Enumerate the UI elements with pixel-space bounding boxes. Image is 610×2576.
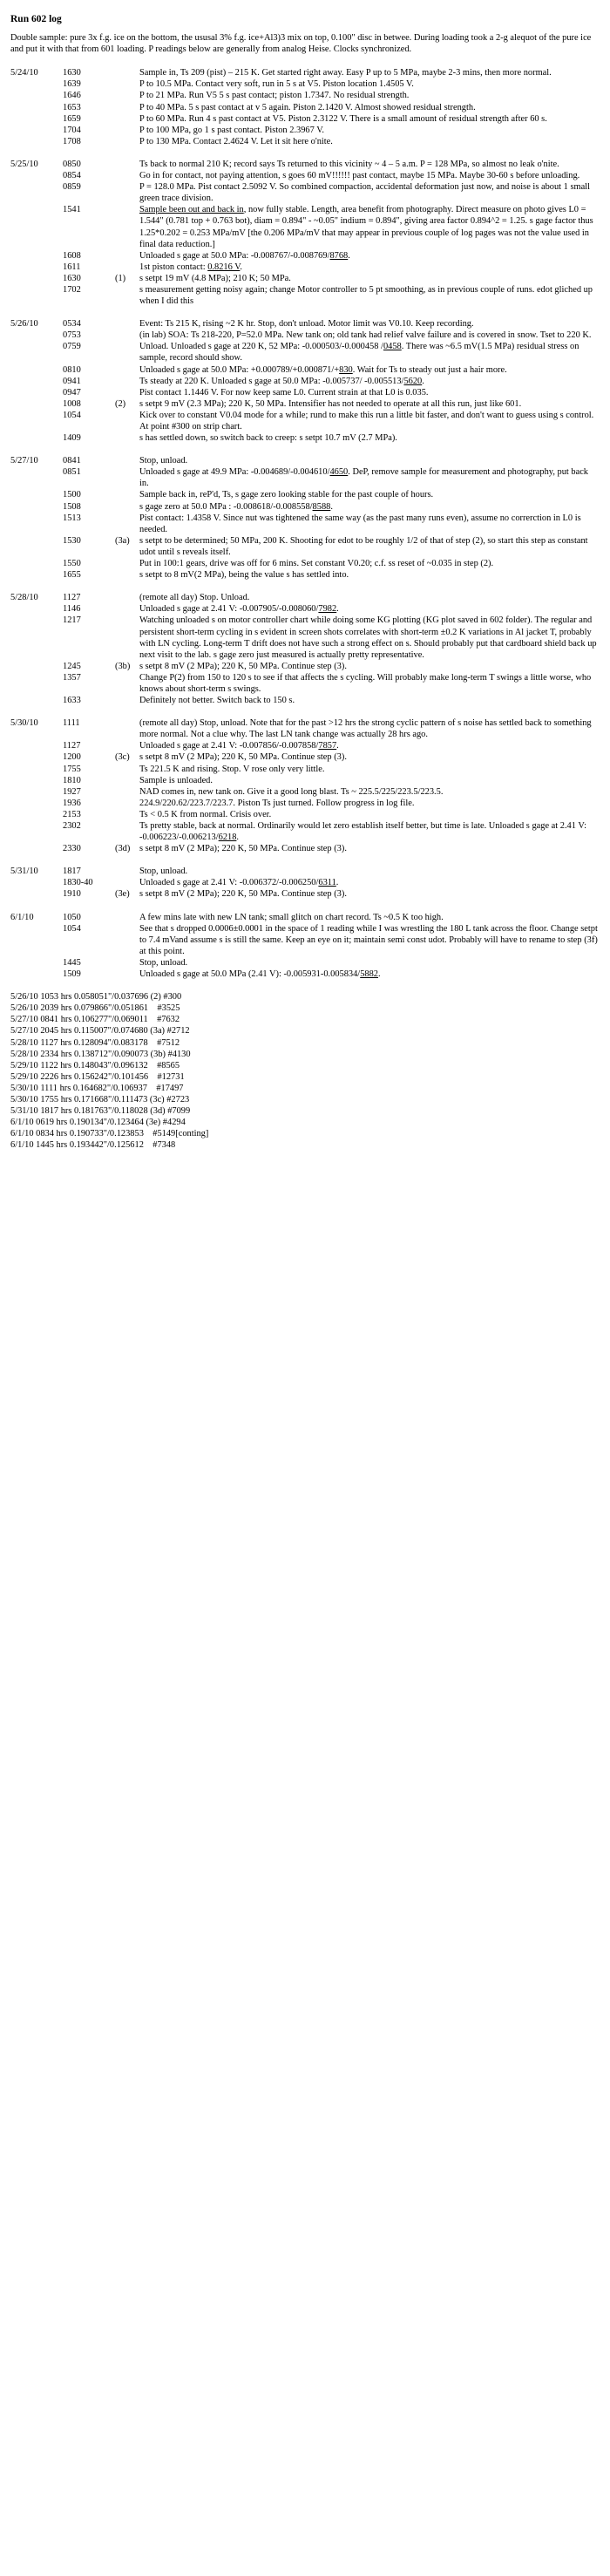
entry-time: 1630 (63, 273, 81, 283)
log-day (10, 67, 598, 147)
entry-time: 1509 (63, 969, 81, 980)
entry-time: 1633 (63, 696, 81, 706)
entry-text (139, 798, 598, 809)
entry-body: s setpt 9 mV (2.3 MPa); 220 K, 50 MPa. Intensifier has not needed to operate at all this run, just like 601. (139, 398, 522, 409)
entry-time: 1702 (63, 284, 81, 295)
log-entry (10, 820, 598, 843)
log-entry (10, 341, 598, 364)
entry-body: , now fully stable. Length, area benefit from photography. Direct measure on photo gives L0 = 1.544" (0.781 top + 0.763 bot), diam = 0.894" - ~0.05" indium = 0.894", giving area factor 0.894^2 = 1.25. s gage factor thus 1.25*0.202 = 0.253 MPa/mV [the 0.206 MPa/mV that may appear in previous couple of log pages was not the value used in final data reduction.] (139, 205, 593, 249)
underlined-value: 830 (339, 364, 353, 375)
entry-time: 1608 (63, 250, 81, 261)
entry-body-end: . (236, 833, 240, 843)
entry-text (139, 410, 598, 432)
log-day (10, 592, 598, 706)
entry-text (139, 136, 598, 147)
entry-time: 1704 (63, 125, 81, 135)
entry-text (139, 262, 598, 273)
log-entry (10, 535, 598, 558)
entry-text (139, 455, 598, 466)
log-entry (10, 102, 598, 113)
entry-time: 0534 (63, 319, 81, 330)
entry-body: Pist contact 1.1446 V. For now keep same L0. Current strain at that L0 is 0.035. (139, 387, 429, 398)
summary-line: 5/30/10 1111 hrs 0.164682"/0.106937 #17497 (10, 1083, 184, 1093)
entry-text (139, 125, 598, 136)
entry-text (139, 78, 598, 90)
entry-time: 1500 (63, 490, 81, 500)
entry-body: Go in for contact, not paying attention, s goes 60 mV!!!!!! past contact, maybe 15 MPa. Maybe 30-60 s before unloading. (139, 171, 580, 181)
entry-text (139, 466, 598, 489)
entry-time: 1936 (63, 798, 81, 808)
entry-body: (remote all day) Stop, unload. Note that for the past >12 hrs the strong cyclic pattern of s noise has settled back to something more normal. Not a clue why. The last LN tank change was actually 28 hrs ago. (139, 718, 592, 740)
entry-text (139, 775, 598, 786)
entry-text (139, 113, 598, 125)
entry-time: 0841 (63, 456, 81, 466)
entry-body-end: . (336, 604, 339, 615)
entry-time: 1217 (63, 615, 81, 626)
entry-time: 1513 (63, 513, 81, 523)
log-entry (10, 136, 598, 147)
entry-body: 1st piston contact: (139, 262, 208, 272)
log-days (10, 67, 598, 980)
log-entry (10, 318, 598, 330)
underlined-value: 5620 (403, 376, 423, 386)
log-entry (10, 181, 598, 204)
entry-text (139, 387, 598, 398)
summary-line: 5/31/10 1817 hrs 0.181763"/0.118028 (3d) #7099 (10, 1106, 191, 1117)
log-entry (10, 923, 598, 957)
summary-line: 5/29/10 1122 hrs 0.148043"/0.096132 #8565 (10, 1060, 180, 1071)
entry-time: 1245 (63, 661, 81, 671)
underlined-value: 7982 (318, 604, 337, 615)
entry-text (139, 364, 598, 376)
entry-time: 1054 (63, 923, 81, 934)
entry-text (139, 535, 598, 558)
summary-table (10, 991, 598, 1151)
underlined-value: 8588 (312, 501, 331, 512)
entry-time: 1653 (63, 102, 81, 112)
entry-text (139, 603, 598, 615)
entry-body: Unloaded s gage at 2.41 V: -0.007905/-0.008060/ (139, 604, 319, 615)
underlined-value: 6311 (318, 878, 336, 888)
log-entry (10, 513, 598, 535)
summary-line: 5/27/10 0841 hrs 0.106277"/0.069011 #7632 (10, 1015, 180, 1025)
entry-body-end: . (336, 741, 339, 751)
log-entry (10, 455, 598, 466)
entry-text (139, 969, 598, 980)
log-entry (10, 250, 598, 262)
entry-date: 5/25/10 (10, 159, 38, 169)
entry-body: Ts steady at 220 K. Unloaded s gage at 50.0 MPa: -0.005737/ -0.005513/ (139, 376, 404, 386)
log-entry (10, 569, 598, 581)
entry-text (139, 250, 598, 262)
summary-line: 5/27/10 2045 hrs 0.115007"/0.074680 (3a) #2712 (10, 1026, 190, 1037)
log-entry (10, 364, 598, 376)
log-entry (10, 489, 598, 500)
entry-text (139, 809, 598, 820)
log-entry (10, 615, 598, 660)
summary-line: 5/29/10 2226 hrs 0.156242"/0.101456 #12731 (10, 1071, 185, 1082)
entry-body: Ts < 0.5 K from normal. Crisis over. (139, 809, 272, 819)
entry-body: 224.9/220.62/223.7/223.7. Piston Ts just turned. Follow progress in log file. (139, 798, 415, 808)
entry-time: 1708 (63, 136, 81, 146)
entry-text (139, 102, 598, 113)
entry-text (139, 513, 598, 535)
entry-text (139, 615, 598, 660)
entry-body: Kick over to constant V0.04 mode for a while; rund to make this run a little bit faster, and don't want to guess using s control. At point #300 on strip chart. (139, 410, 594, 432)
log-entry (10, 866, 598, 877)
entry-body: s setpt 19 mV (4.8 MPa); 210 K; 50 MPa. (139, 273, 291, 283)
entry-body: Pist contact: 1.4358 V. Since nut was tightened the same way (as the past many runs even), assume no correrction in L0 is needed. (139, 513, 581, 534)
entry-time: 0859 (63, 182, 81, 193)
entry-body: s setpt to be determined; 50 MPa, 200 K. Shooting for edot to be roughly 1/2 of that of step (2), so start this step as constant udot until s reveals itself. (139, 535, 588, 557)
entry-body-end: . There was ~6.5 mV(1.5 MPa) residual stress on sample, record should show. (139, 342, 580, 364)
entry-text (139, 181, 598, 204)
entry-time: 1810 (63, 775, 81, 785)
entry-time: 0854 (63, 171, 81, 181)
log-entry (10, 775, 598, 786)
entry-body: Ts pretty stable, back at normal. Ordinarily would let zero establish itself better, but time is late. Unloaded s gage at 2.41 V: -0.006223/-0.006213/ (139, 821, 586, 843)
entry-text (139, 661, 598, 672)
entry-time: 1646 (63, 91, 81, 101)
entry-text (139, 558, 598, 569)
log-title: Run 602 log (10, 14, 62, 24)
entry-time: 0753 (63, 330, 81, 341)
entry-body: (in lab) SOA: Ts 218-220, P=52.0 MPa. New tank on; old tank had relief valve failure and is covered in snow. Tset to 220 K. (139, 330, 592, 341)
entry-body: Ts 221.5 K and rising. Stop. V rose only very little. (139, 764, 325, 774)
entry-body: Definitely not better. Switch back to 150 s. (139, 696, 295, 706)
entry-time: 1655 (63, 570, 81, 581)
log-entry (10, 888, 598, 900)
entry-text (139, 67, 598, 78)
entry-body: s gage zero at 50.0 MPa : -0.008618/-0.008558/ (139, 501, 313, 512)
entry-body: See that s dropped 0.0006±0.0001 in the space of 1 reading while I was wrestling the 180 L tank across the floor. Change setpt to 7.4 mVand assume s is still the same. Keep an eye on it; maintain semi const udot. Probably will have to rename to step (3f) at this point. (139, 923, 598, 956)
entry-time: 1200 (63, 752, 81, 763)
underlined-value: 5882 (360, 969, 378, 980)
entry-body: Sample in, Ts 209 (pist) – 215 K. Get started right away. Easy P up to 5 MPa, maybe 2-3 mins, then more normal. (139, 68, 552, 78)
entry-step-tag: (1) (115, 273, 126, 283)
entry-body-end: . Wait for Ts to steady out just a hair more. (352, 364, 507, 375)
entry-time: 1127 (63, 593, 81, 603)
summary-line: 5/26/10 1053 hrs 0.058051"/0.037696 (2) #300 (10, 992, 182, 1003)
entry-body: NAD comes in, new tank on. Give it a good long blast. Ts ~ 225.5/225/223.5/223.5. (139, 786, 444, 797)
log-entry (10, 78, 598, 90)
entry-text (139, 866, 598, 877)
entry-body: P to 130 MPa. Contact 2.4624 V. Let it sit here o'nite. (139, 136, 333, 146)
log-entry (10, 159, 598, 170)
log-entry (10, 603, 598, 615)
entry-text (139, 957, 598, 969)
entry-time: 1409 (63, 433, 81, 444)
entry-body: A few mins late with new LN tank; small glitch on chart record. Ts ~0.5 K too high. (139, 912, 444, 922)
underlined-value: 0458 (383, 342, 402, 352)
entry-body: Put in 100:1 gears, drive was off for 6 mins. Set constant V0.20; c.f. ss reset of ~0.035 in step (2). (139, 559, 494, 569)
log-day (10, 318, 598, 444)
entry-step-tag: (3e) (115, 889, 130, 900)
entry-text (139, 786, 598, 798)
entry-body-end: . (330, 501, 333, 512)
entry-body: P to 21 MPa. Run V5 5 s past contact; piston 1.7347. No residual strength. (139, 91, 410, 101)
entry-text (139, 764, 598, 775)
summary-line: 5/26/10 2039 hrs 0.079866"/0.051861 #3525 (10, 1003, 180, 1014)
entry-date: 5/24/10 (10, 68, 38, 78)
log-day (10, 866, 598, 900)
log-entry (10, 798, 598, 809)
entry-body: s setpt 8 mV (2 MPa); 220 K, 50 MPa. Continue step (3). (139, 661, 347, 671)
entry-text (139, 90, 598, 101)
log-entry (10, 912, 598, 923)
entry-body: P to 100 MPa, go 1 s past contact. Piston 2.3967 V. (139, 125, 324, 135)
underlined-value: 0.8216 V (207, 262, 241, 272)
log-entry (10, 398, 598, 410)
log-entry (10, 284, 598, 307)
entry-time: 0759 (63, 342, 81, 352)
entry-text (139, 489, 598, 500)
entry-step-tag: (3c) (115, 752, 130, 763)
entry-step-tag: (3a) (115, 535, 130, 546)
log-entry (10, 957, 598, 969)
entry-text (139, 592, 598, 603)
log-entry (10, 466, 598, 489)
entry-time: 1927 (63, 786, 81, 797)
log-entry (10, 387, 598, 398)
summary-line: 6/1/10 1445 hrs 0.193442"/0.125612 #7348 (10, 1140, 176, 1151)
entry-text (139, 501, 598, 513)
entry-time: 1508 (63, 501, 81, 512)
entry-body: Sample back in, reP'd, Ts, s gage zero looking stable for the past couple of hours. (139, 490, 434, 500)
log-entry (10, 751, 598, 763)
entry-text (139, 170, 598, 181)
entry-time: 2302 (63, 821, 81, 831)
log-entry (10, 672, 598, 695)
entry-time: 2330 (63, 844, 81, 854)
entry-date: 5/31/10 (10, 867, 38, 877)
entry-body: Unload. Unloaded s gage at 220 K, 52 MPa: -0.000503/-0.000458 / (139, 342, 383, 352)
entry-time: 1050 (63, 912, 81, 922)
underlined-value: 8768 (329, 250, 349, 261)
entry-body: P to 10.5 MPa. Contact very soft, run in 5 s at V5. Piston location 1.4505 V. (139, 79, 414, 90)
entry-body: s setpt 8 mV (2 MPa); 220 K, 50 MPa. Continue step (3). (139, 752, 347, 763)
entry-text (139, 376, 598, 387)
log-entry (10, 125, 598, 136)
entry-text (139, 672, 598, 695)
summary-line: 5/28/10 1127 hrs 0.128094"/0.083178 #7512 (10, 1037, 180, 1048)
entry-body: Unloaded s gage at 2.41 V: -0.007856/-0.007858/ (139, 741, 319, 751)
entry-body: Unloaded s gage at 49.9 MPa: -0.004689/-0.004610/ (139, 467, 330, 478)
entry-time: 1541 (63, 205, 81, 215)
underlined-value: 6218 (218, 833, 237, 843)
entry-body-end: . (377, 969, 381, 980)
underlined-text: Sample been out and back in (139, 205, 244, 215)
entry-body: P = 128.0 MPa. Pist contact 2.5092 V. So combined compaction, accidental deformation just now, and noise is about 1 small green trace division. (139, 182, 590, 204)
entry-body-end: . (240, 262, 242, 272)
entry-time: 1530 (63, 535, 81, 546)
entry-time: 1817 (63, 867, 81, 877)
log-entry (10, 376, 598, 387)
entry-time: 2153 (63, 809, 81, 819)
summary-line: 5/30/10 1755 hrs 0.171668"/0.111473 (3c) #2723 (10, 1094, 190, 1104)
entry-body: Watching unloaded s on motor controller chart while doing some KG plotting (KG plot saved in 602 folder). The regular and persistent short-term cycling in s evident in screen shots correlates with short-term ±0.2 K variations in Al jacket T, probably with LN cycling. Long-term T drift does not have such a strong effect on s. Should probably put that cardboard shield back up next visit to the lab. s gage zero just measured is actually pretty representative. (139, 615, 597, 660)
entry-time: 1639 (63, 79, 81, 90)
underlined-value: 4650 (329, 467, 349, 478)
log-entry (10, 410, 598, 432)
entry-text (139, 695, 598, 706)
entry-time: 0810 (63, 364, 81, 375)
entry-body: Unloaded s gage at 50.0 MPa: -0.008767/-0.008769/ (139, 250, 330, 261)
log-entry (10, 90, 598, 101)
entry-text (139, 751, 598, 763)
entry-body: Sample is unloaded. (139, 775, 213, 785)
entry-body: s setpt 8 mV (2 MPa); 220 K, 50 MPa. Continue step (3). (139, 889, 347, 900)
entry-body: s has settled down, so switch back to creep: s setpt 10.7 mV (2.7 MPa). (139, 433, 397, 444)
log-entry (10, 809, 598, 820)
entry-body: s measurement getting noisy again; change Motor controller to 5 pt smoothing, as in previous couple of runs. edot gliched up when I did this (139, 284, 593, 307)
entry-time: 1910 (63, 889, 81, 900)
entry-time: 1111 (63, 718, 80, 729)
log-entry (10, 330, 598, 341)
entry-text (139, 912, 598, 923)
log-entry (10, 764, 598, 775)
entry-time: 1755 (63, 764, 81, 774)
entry-step-tag: (3d) (115, 844, 131, 854)
entry-time: 1611 (63, 262, 81, 272)
log-entry (10, 877, 598, 888)
entry-body: s setpt 8 mV (2 MPa); 220 K, 50 MPa. Continue step (3). (139, 844, 347, 854)
entry-text (139, 284, 598, 307)
log-entry (10, 843, 598, 854)
entry-text (139, 341, 598, 364)
entry-text (139, 432, 598, 444)
log-entry (10, 661, 598, 672)
log-entry (10, 592, 598, 603)
log-day (10, 912, 598, 981)
entry-time: 1127 (63, 741, 81, 751)
entry-time: 1830-40 (63, 878, 93, 888)
entry-time: 1146 (63, 604, 81, 615)
log-entry (10, 204, 598, 249)
entry-text (139, 398, 598, 410)
log-entry (10, 786, 598, 798)
entry-step-tag: (3b) (115, 661, 131, 671)
log-entry (10, 717, 598, 740)
entry-step-tag: (2) (115, 398, 126, 409)
entry-body: P to 60 MPa. Run 4 s past contact at V5. Piston 2.3122 V. There is a small amount of residual strength after 60 s. (139, 113, 547, 124)
entry-body-end: . (336, 878, 339, 888)
entry-text (139, 159, 598, 170)
entry-body: (remote all day) Stop. Unload. (139, 593, 250, 603)
entry-body-end: . DeP, remove sample for measurement and photography, put back in. (139, 467, 589, 489)
entry-body: Unloaded s gage at 2.41 V: -0.006372/-0.006250/ (139, 878, 319, 888)
entry-body: Stop, unload. (139, 867, 188, 877)
entry-body-end: . (348, 250, 350, 261)
entry-date: 5/26/10 (10, 319, 38, 330)
log-day (10, 159, 598, 307)
log-entry (10, 273, 598, 284)
log-entry (10, 67, 598, 78)
summary-line: 6/1/10 0619 hrs 0.190134"/0.123464 (3e) #4294 (10, 1118, 186, 1128)
entry-body: Unloaded s gage at 50.0 MPa (2.41 V): -0.005931-0.005834/ (139, 969, 361, 980)
log-entry (10, 113, 598, 125)
entry-body: Stop, unload. (139, 957, 188, 968)
entry-text (139, 923, 598, 957)
underlined-value: 7857 (318, 741, 337, 751)
entry-time: 0947 (63, 387, 81, 398)
log-entry (10, 170, 598, 181)
entry-text (139, 843, 598, 854)
entry-text (139, 273, 598, 284)
entry-date: 5/30/10 (10, 718, 38, 729)
entry-text (139, 717, 598, 740)
log-entry (10, 969, 598, 980)
entry-body: P to 40 MPa. 5 s past contact at v 5 again. Piston 2.1420 V. Almost showed residual strength. (139, 102, 476, 112)
intro-paragraph: Double sample: pure 3x f.g. ice on the bottom, the ususal 3% f.g. ice+Al3)3 mix on top, 0.100" disc in betwee. During loading took a 2-g alequot of the pure ice and put it with that from 601 loading. P readings below are generally from analog Heise. Clocks synchronized. (10, 33, 592, 55)
log-day (10, 717, 598, 854)
entry-body: Event: Ts 215 K, rising ~2 K hr. Stop, don't unload. Motor limit was V0.10. Keep recording. (139, 319, 474, 330)
summary-line: 6/1/10 0834 hrs 0.190733"/0.123853 #5149[conting] (10, 1129, 209, 1139)
entry-time: 0851 (63, 467, 81, 478)
entry-time: 1630 (63, 68, 81, 78)
log-entry (10, 432, 598, 444)
log-entry (10, 501, 598, 513)
entry-time: 1357 (63, 672, 81, 683)
log-entry (10, 740, 598, 751)
entry-body: s setpt to 8 mV(2 MPa), being the value s has settled into. (139, 570, 349, 581)
entry-body: Unloaded s gage at 50.0 MPa: +0.000789/+0.000871/+ (139, 364, 340, 375)
entry-text (139, 888, 598, 900)
entry-date: 6/1/10 (10, 912, 34, 922)
entry-text (139, 740, 598, 751)
log-entry (10, 695, 598, 706)
entry-text (139, 330, 598, 341)
entry-time: 1445 (63, 957, 81, 968)
entry-time: 1659 (63, 113, 81, 124)
summary-line: 5/28/10 2334 hrs 0.138712"/0.090073 (3b) #4130 (10, 1049, 191, 1059)
log-entry (10, 262, 598, 273)
entry-body: Stop, unload. (139, 456, 188, 466)
entry-text (139, 569, 598, 581)
entry-text (139, 820, 598, 843)
entry-date: 5/27/10 (10, 456, 38, 466)
entry-text (139, 877, 598, 888)
log-day (10, 455, 598, 581)
entry-text (139, 204, 598, 249)
entry-time: 0941 (63, 376, 81, 386)
log-entry (10, 558, 598, 569)
entry-time: 1008 (63, 398, 81, 409)
entry-date: 5/28/10 (10, 593, 38, 603)
entry-body-end: . (422, 376, 424, 386)
entry-time: 0850 (63, 159, 81, 169)
entry-body: Ts back to normal 210 K; record says Ts returned to this vicinity ~ 4 – 5 a.m. P = 128 MPa, so almost no leak o'nite. (139, 159, 559, 169)
entry-body: Change P(2) from 150 to 120 s to see if that affects the s cycling. Will probably make long-term T swings a little worse, who knows about short-term s swings. (139, 672, 592, 694)
entry-time: 1550 (63, 559, 81, 569)
entry-time: 1054 (63, 410, 81, 420)
entry-text (139, 318, 598, 330)
